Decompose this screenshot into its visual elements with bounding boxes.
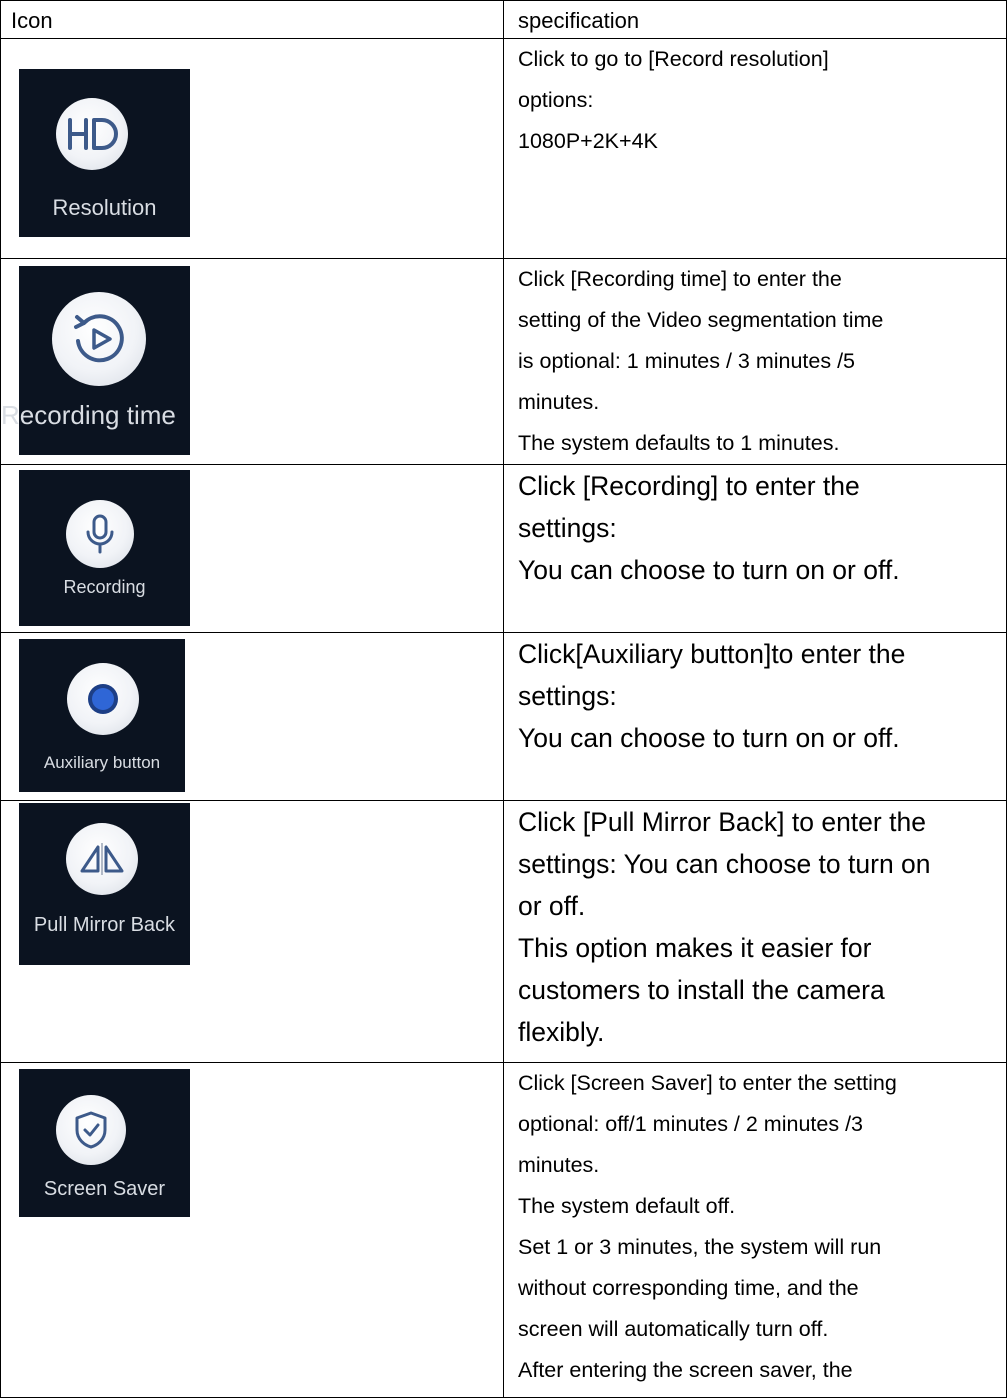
spec-line: settings: — [518, 681, 617, 711]
specification-cell — [504, 1063, 1007, 1398]
icon-cell — [1, 633, 504, 801]
microphone-icon — [66, 500, 134, 568]
resolution-tile — [19, 69, 190, 237]
spec-line: Click to go to [Record resolution] — [518, 47, 829, 71]
spec-line: This option makes it easier for — [518, 933, 872, 963]
spec-line: After entering the screen saver, the — [518, 1358, 853, 1382]
icon-column-header: Icon — [1, 1, 504, 39]
recording-time-tile — [1, 266, 190, 455]
spec-line: The system default off. — [518, 1194, 736, 1218]
spec-line: options: — [518, 88, 594, 112]
spec-line: customers to install the camera — [518, 975, 885, 1005]
specification-cell — [504, 633, 1007, 801]
spec-line: screen will automatically turn off. — [518, 1317, 829, 1341]
tile-label: Pull Mirror Back — [33, 914, 176, 936]
spec-line: is optional: 1 minutes / 3 minutes /5 — [518, 349, 856, 373]
table-row — [1, 801, 1007, 1063]
spec-line: Click [Pull Mirror Back] to enter the — [518, 807, 926, 837]
table-row — [1, 39, 1007, 259]
recording-tile — [19, 470, 190, 626]
auxiliary-button-tile — [19, 639, 185, 792]
auxiliary-button-dot-icon — [67, 663, 139, 735]
spec-line: You can choose to turn on or off. — [518, 555, 900, 585]
shield-check-icon — [56, 1095, 126, 1165]
tile-label: Resolution — [52, 195, 157, 220]
table-row — [1, 465, 1007, 633]
screen-saver-tile — [19, 1069, 190, 1217]
recording-time-replay-icon — [52, 292, 146, 386]
spec-line: Click [Recording] to enter the — [518, 471, 860, 501]
spec-line: Click [Recording time] to enter the — [518, 267, 842, 291]
pull-mirror-back-tile — [19, 803, 190, 965]
specification-cell — [504, 465, 1007, 633]
spec-line: optional: off/1 minutes / 2 minutes /3 — [518, 1112, 863, 1136]
spec-line: minutes. — [518, 1153, 600, 1177]
icon-cell — [1, 1063, 504, 1398]
specification-column-header: specification — [504, 1, 1007, 39]
spec-line: Set 1 or 3 minutes, the system will run — [518, 1235, 882, 1259]
table-row — [1, 259, 1007, 465]
tile-label: Auxiliary button — [43, 753, 161, 772]
table-header-row — [1, 1, 1007, 39]
spec-line: You can choose to turn on or off. — [518, 723, 900, 753]
spec-line: setting of the Video segmentation time — [518, 308, 884, 332]
mirror-flip-icon — [66, 823, 138, 895]
spec-line: flexibly. — [518, 1017, 605, 1047]
spec-line: minutes. — [518, 390, 600, 414]
spec-line: The system defaults to 1 minutes. — [518, 431, 840, 455]
spec-line: Click[Auxiliary button]to enter the — [518, 639, 906, 669]
icon-cell — [1, 801, 504, 1063]
specification-cell — [504, 259, 1007, 465]
tile-label: Recording time — [1, 400, 176, 430]
spec-line: settings: — [518, 513, 617, 543]
spec-line: Click [Screen Saver] to enter the setting — [518, 1071, 897, 1095]
specification-cell — [504, 39, 1007, 259]
icon-cell — [1, 259, 504, 465]
table-row — [1, 633, 1007, 801]
tile-label: Recording — [63, 577, 146, 597]
table-row — [1, 1063, 1007, 1398]
tile-label: Screen Saver — [43, 1178, 166, 1200]
spec-line: 1080P+2K+4K — [518, 129, 658, 153]
hd-resolution-icon — [56, 98, 128, 170]
spec-line: without corresponding time, and the — [518, 1276, 859, 1300]
icon-cell — [1, 39, 504, 259]
specification-cell — [504, 801, 1007, 1063]
spec-line: or off. — [518, 891, 586, 921]
spec-line: settings: You can choose to turn on — [518, 849, 931, 879]
icon-cell — [1, 465, 504, 633]
